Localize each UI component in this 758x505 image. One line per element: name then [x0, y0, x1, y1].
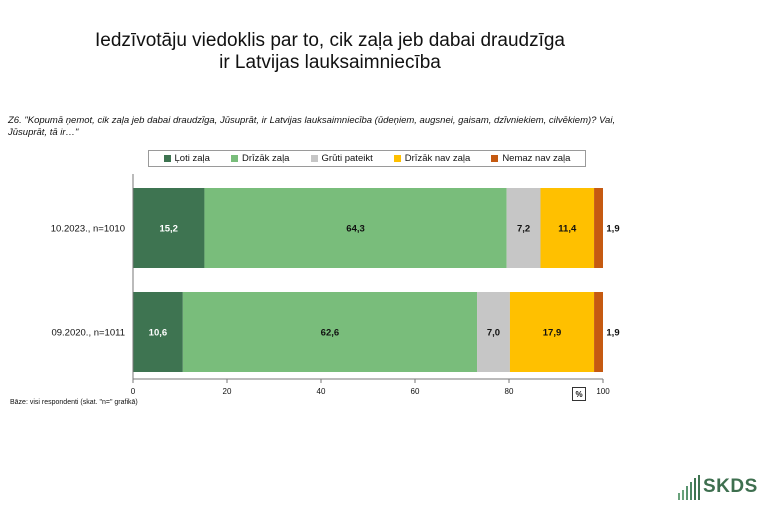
- x-tick-label: 60: [410, 387, 420, 396]
- x-tick-label: 40: [316, 387, 326, 396]
- category-label: 10.2023., n=1010: [50, 223, 125, 235]
- legend-label: Drīzāk nav zaļa: [404, 153, 471, 164]
- data-label: 64,3: [346, 223, 365, 235]
- x-tick-label: 20: [222, 387, 232, 396]
- legend-label: Grūti pateikt: [321, 153, 373, 164]
- legend-label: Ļoti zaļa: [174, 153, 210, 164]
- data-label: 10,6: [148, 327, 168, 339]
- data-label: 1,9: [606, 223, 620, 235]
- data-label: 17,9: [542, 327, 562, 339]
- chart-title-line1: Iedzīvotāju viedoklis par to, cik zaļa jeb dabai draudzīga: [95, 30, 565, 51]
- survey-question: Z6. "Kopumā ņemot, cik zaļa jeb dabai draudzīga, Jūsuprāt, ir Latvijas lauksaimniecība (ūdeņiem, augsnei, gaisam, dzīvniekiem, cilvēkiem)? Vai, Jūsuprāt, tā ir…": [8, 115, 616, 138]
- bar-segment: [594, 292, 603, 372]
- base-note: Bāze: visi respondenti (skat. "n=" grafikā): [10, 399, 138, 406]
- data-label: 11,4: [558, 223, 577, 235]
- percent-unit-box: %: [572, 387, 586, 401]
- data-label: 7,0: [486, 327, 501, 339]
- data-label: 15,2: [159, 223, 178, 235]
- data-label: 7,2: [516, 223, 531, 235]
- legend-label: Nemaz nav zaļa: [502, 153, 571, 164]
- x-tick-label: 0: [130, 387, 136, 396]
- x-tick-label: 100: [596, 387, 610, 396]
- x-tick-label: 80: [504, 387, 514, 396]
- category-label: 09.2020., n=1011: [51, 327, 125, 339]
- skds-logo: [676, 474, 758, 500]
- chart-title-line2: ir Latvijas lauksaimniecība: [219, 52, 441, 73]
- data-label: 62,6: [320, 327, 340, 339]
- legend-label: Drīzāk zaļa: [241, 153, 290, 164]
- data-label: 1,9: [606, 327, 620, 339]
- logo-text: SKDS: [703, 476, 758, 497]
- logo-bars-icon: [676, 474, 704, 500]
- bar-segment: [594, 188, 603, 268]
